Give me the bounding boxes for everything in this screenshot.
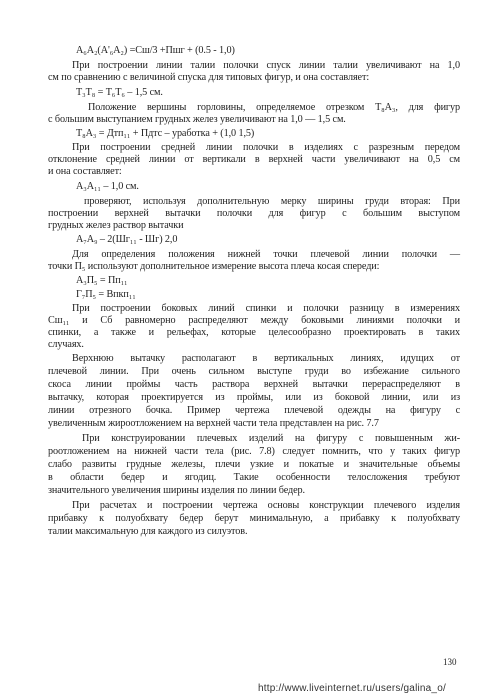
paragraph-line: грудных желез раствор вытачки [48, 220, 184, 231]
formula-a6a2: A₆A₂(A'₆A₂) =Сш/3 +Пшг + (0.5 - 1,0) [76, 45, 235, 56]
paragraph-line: построении верхней вытачки полочки для фигур с большим выступом [48, 208, 460, 219]
paragraph-line: отклонение средней линии от вертикали в верхней части увеличивают на 0,5 см [48, 154, 460, 165]
paragraph-line: талии максимальную для каждого из силуэтов. [48, 526, 248, 537]
paragraph-line: значительного увеличения ширины изделия по линии бедер. [48, 485, 305, 496]
paragraph-line: точки П₅ используют дополнительное измерение высота плеча косая спереди: [48, 261, 380, 272]
paragraph-line: с большим выступанием грудных желез увеличивают на 1,0 — 1,5 см. [48, 114, 346, 125]
paragraph-line: скоса линии проймы часть раствора верхней вытачки перераспределяют в [48, 379, 460, 390]
paragraph-line: Верхнюю вытачку располагают в вертикальных линиях, идущих от [72, 353, 460, 364]
formula-a3a11: А₃А₁₁ – 1,0 см. [76, 181, 139, 192]
paragraph-line: слабо развиты грудные железы, плечи узкие и покатые и значительные объемы [48, 459, 460, 470]
paragraph-line: в области бедер и ягодиц. Такие особенности телосложения требуют [48, 472, 460, 483]
paragraph-line: случаях. [48, 339, 84, 350]
paragraph-line: спинки, а также и рельефах, которые целесообразно проектировать в таких [48, 327, 460, 338]
formula-t3t8: Т₃Т₈ = Т₆Т₆ – 1,5 см. [76, 87, 163, 98]
paragraph-line: При конструировании плечевых изделий на фигуру с повышенным жи- [82, 433, 460, 444]
paragraph-line: Положение вершины горловины, определяемое отрезком Т₈А₃, для фигур [88, 102, 460, 113]
paragraph-line: вытачку, которая проектируется из проймы, или из боковой линии, или из [48, 392, 460, 403]
paragraph-line: При построении средней линии полочки в изделиях с разрезным передом [72, 142, 460, 153]
footer-url[interactable]: http://www.liveinternet.ru/users/galina_o/ [258, 683, 446, 694]
paragraph-line: При построении линии талии полочки спуск линии талии увеличивают на 1,0 [72, 60, 460, 71]
paragraph-line: линии отрезного бочка. Пример чертежа плечевой одежды на фигуру с [48, 405, 460, 416]
paragraph-line: роотложением на нижней части тела (рис. 7.8) следует помнить, что у таких фигур [48, 446, 460, 457]
formula-t8a3: Т₈А₃ = Дтп₁₁ + Пдтс – уработка + (1,0 1,5) [76, 128, 255, 139]
formula-g7p5: Г₇П₅ = Впкп₁₁ [76, 289, 136, 300]
paragraph-line: При расчетах и построении чертежа основы конструкции плечевого изделия [72, 500, 460, 511]
paragraph-line: см по сравнению с величиной спуска для типовых фигур, и она составляет: [48, 72, 370, 83]
page-number: 130 [443, 657, 457, 667]
paragraph-line: Сш₁₁ и Сб равномерно распределяют между боковыми линиями полочки и [48, 315, 460, 326]
paragraph-line: При построении боковых линий спинки и полочки разницу в измерениях [72, 303, 460, 314]
paragraph-line: прибавку к полуобхвату бедер берут минимальную, а прибавку к полуобхвату [48, 513, 460, 524]
formula-a7a9: А₇А₉ – 2(Шг₁₁ - Шг) 2,0 [76, 234, 178, 245]
paragraph-line: Для определения положения нижней точки плечевой линии полочки — [72, 249, 460, 260]
formula-a3p5: А₃П₅ = Пп₁₁ [76, 275, 128, 286]
paragraph-line: увеличенным жироотложением на верхней части тела представлен на рис. 7.7 [48, 418, 379, 429]
paragraph-line: и она составляет: [48, 166, 122, 177]
paragraph-line: проверяют, используя дополнительную мерку ширины груди вторая: При [84, 196, 460, 207]
paragraph-line: плечевой линии. При очень сильном выступе груди во избежание сильного [48, 366, 460, 377]
